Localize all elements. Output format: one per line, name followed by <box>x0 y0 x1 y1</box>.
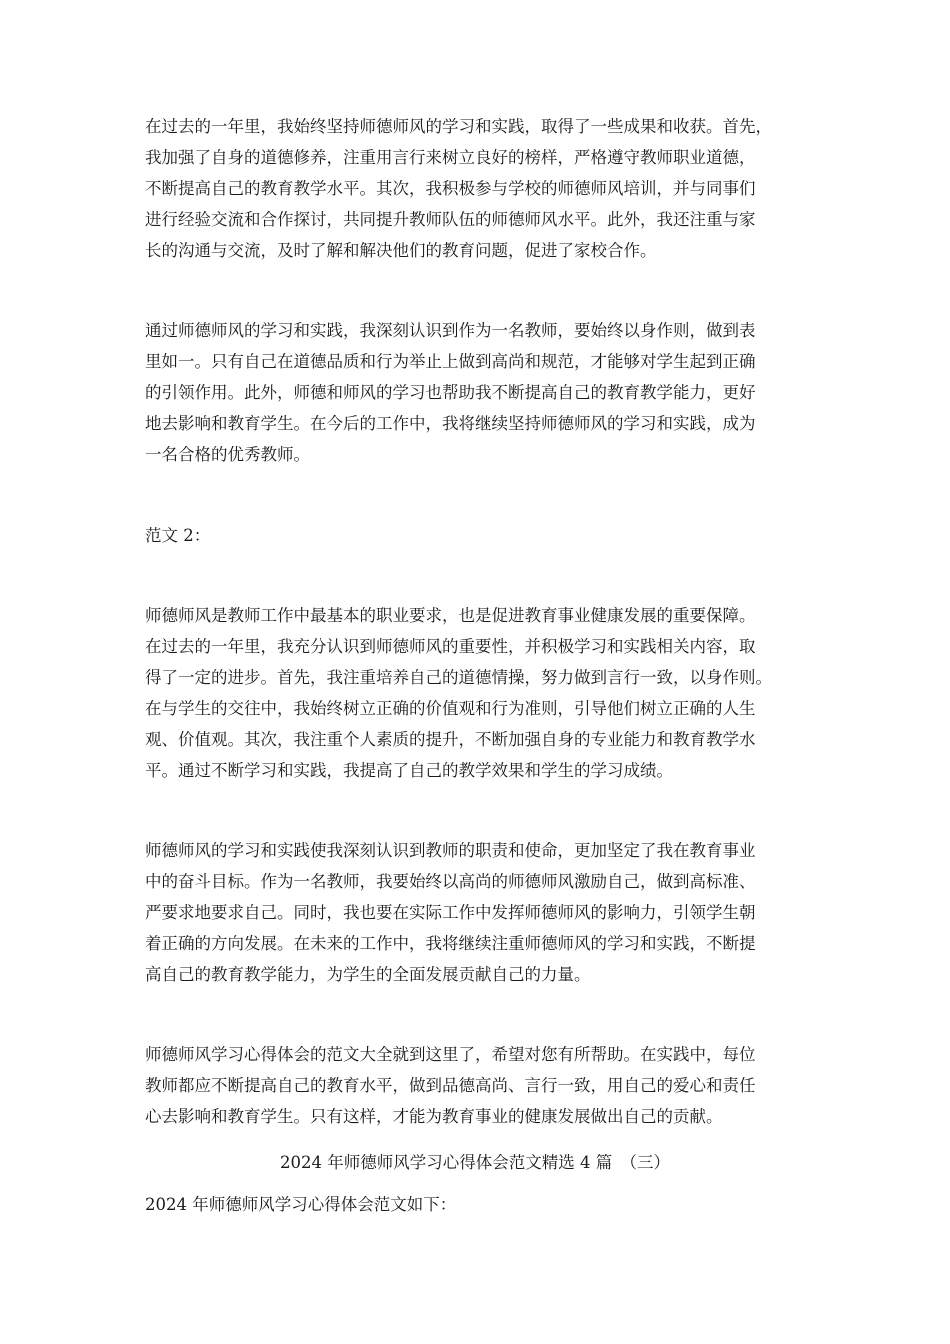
text-line: 观、价值观。其次，我注重个人素质的提升，不断加强自身的专业能力和教育教学水 <box>145 730 756 749</box>
intro-line: 2024 年师德师风学习心得体会范文如下： <box>145 1195 457 1214</box>
text-line: 不断提高自己的教育教学水平。其次，我积极参与学校的师德师风培训，并与同事们 <box>145 179 756 198</box>
text-line: 在与学生的交往中，我始终树立正确的价值观和行为准则，引导他们树立正确的人生 <box>145 699 756 718</box>
text-line: 着正确的方向发展。在未来的工作中，我将继续注重师德师风的学习和实践，不断提 <box>145 934 756 953</box>
text-line: 平。通过不断学习和实践，我提高了自己的教学效果和学生的学习成绩。 <box>145 761 673 780</box>
text-line: 心去影响和教育学生。只有这样，才能为教育事业的健康发展做出自己的贡献。 <box>145 1107 723 1126</box>
text-line: 长的沟通与交流，及时了解和解决他们的教育问题，促进了家校合作。 <box>145 241 657 260</box>
text-line: 得了一定的进步。首先，我注重培养自己的道德情操，努力做到言行一致，以身作则。 <box>145 668 772 687</box>
text-line: 通过师德师风的学习和实践，我深刻认识到作为一名教师，要始终以身作则，做到表 <box>145 321 756 340</box>
text-line: 我加强了自身的道德修养，注重用言行来树立良好的榜样，严格遵守教师职业道德， <box>145 148 756 167</box>
text-line: 师德师风学习心得体会的范文大全就到这里了，希望对您有所帮助。在实践中，每位 <box>145 1045 756 1064</box>
text-line: 严要求地要求自己。同时，我也要在实际工作中发挥师德师风的影响力，引领学生朝 <box>145 903 756 922</box>
section-title: 2024 年师德师风学习心得体会范文精选 4 篇 （三） <box>280 1153 670 1172</box>
text-line: 里如一。只有自己在道德品质和行为举止上做到高尚和规范，才能够对学生起到正确 <box>145 352 756 371</box>
text-line: 进行经验交流和合作探讨，共同提升教师队伍的师德师风水平。此外，我还注重与家 <box>145 210 756 229</box>
text-line: 在过去的一年里，我充分认识到师德师风的重要性，并积极学习和实践相关内容，取 <box>145 637 756 656</box>
text-line: 师德师风是教师工作中最基本的职业要求，也是促进教育事业健康发展的重要保障。 <box>145 606 756 625</box>
text-line: 的引领作用。此外，师德和师风的学习也帮助我不断提高自己的教育教学能力，更好 <box>145 383 756 402</box>
text-line: 师德师风的学习和实践使我深刻认识到教师的职责和使命，更加坚定了我在教育事业 <box>145 841 756 860</box>
text-line: 高自己的教育教学能力，为学生的全面发展贡献自己的力量。 <box>145 965 591 984</box>
text-line: 一名合格的优秀教师。 <box>145 445 310 464</box>
example-heading: 范文 2： <box>145 526 211 545</box>
text-line: 教师都应不断提高自己的教育水平，做到品德高尚、言行一致，用自己的爱心和责任 <box>145 1076 756 1095</box>
text-line: 中的奋斗目标。作为一名教师，我要始终以高尚的师德师风激励自己，做到高标准、 <box>145 872 756 891</box>
text-line: 在过去的一年里，我始终坚持师德师风的学习和实践，取得了一些成果和收获。首先， <box>145 117 772 136</box>
text-line: 地去影响和教育学生。在今后的工作中，我将继续坚持师德师风的学习和实践，成为 <box>145 414 756 433</box>
